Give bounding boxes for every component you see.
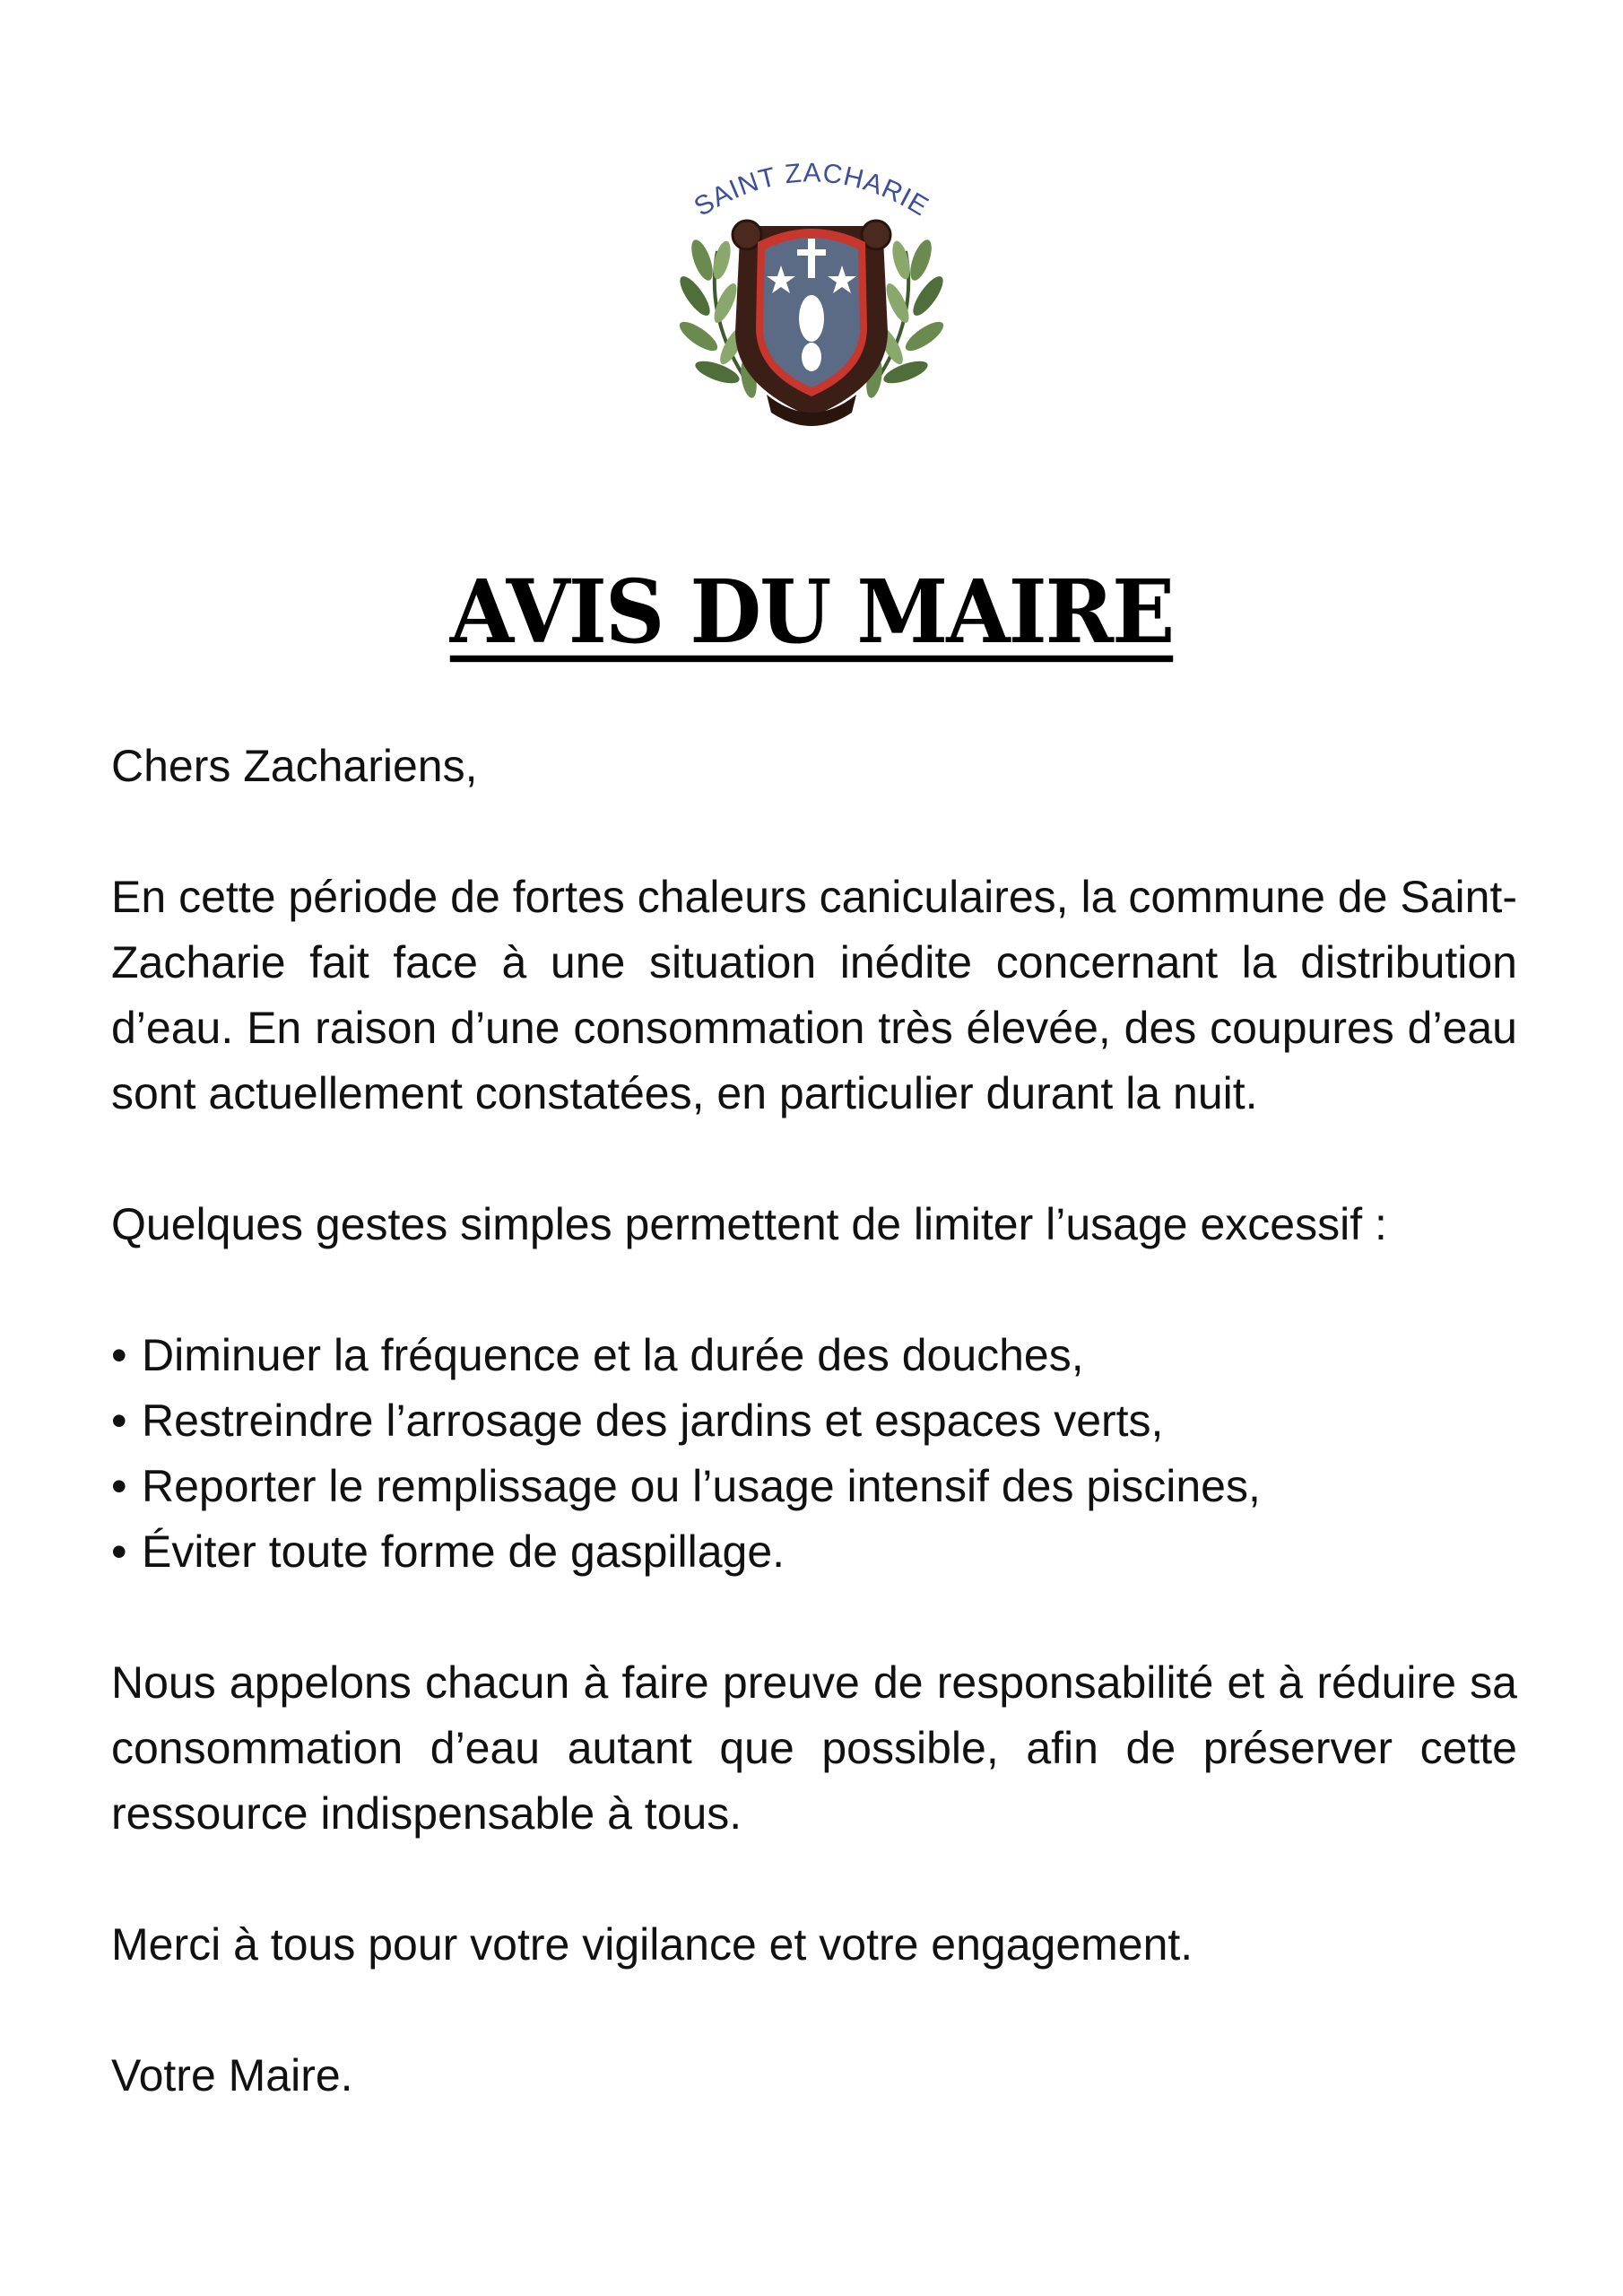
list-item-text: Éviter toute forme de gaspillage.: [142, 1526, 785, 1577]
thanks-line: Merci à tous pour votre vigilance et votre engagement.: [111, 1919, 1193, 1970]
greeting: Chers Zachariens,: [111, 741, 478, 791]
paragraph-situation: En cette période de fortes chaleurs caniculaires, la commune de Saint-Zacharie fait face à une situation inédite concernant la distribution d’eau. En raison d’une consommation très élevée, des coupures d’eau sont actuellement constatées, en particulier durant la nuit.: [111, 872, 1517, 1118]
list-item: [111, 1388, 1517, 1454]
list-item-text: Reporter le remplissage ou l’usage intensif des piscines,: [142, 1461, 1261, 1511]
bullet-icon: •: [111, 1330, 127, 1380]
list-item: [111, 1519, 1517, 1585]
bullet-icon: •: [111, 1526, 127, 1577]
bullet-icon: •: [111, 1461, 127, 1511]
signature: Votre Maire.: [111, 2050, 353, 2100]
paragraph-appeal: Nous appelons chacun à faire preuve de responsabilité et à réduire sa consommation d’eau autant que possible, afin de préserver cette ressource indispensable à tous.: [111, 1657, 1517, 1839]
letter-body: [111, 734, 1517, 2174]
logo-arc-text: SAINT ZACHARIE: [689, 158, 934, 222]
footprint-icon: [799, 295, 824, 371]
bullet-icon: •: [111, 1396, 127, 1446]
list-item: [111, 1454, 1517, 1519]
list-item-text: Restreindre l’arrosage des jardins et espaces verts,: [142, 1396, 1164, 1446]
saint-zacharie-coat-of-arms: [632, 152, 991, 439]
page-title: AVIS DU MAIRE: [449, 560, 1174, 663]
list-item: [111, 1323, 1517, 1388]
list-intro: Quelques gestes simples permettent de limiter l’usage excessif :: [111, 1199, 1387, 1249]
tips-list: [111, 1323, 1517, 1585]
list-item-text: Diminuer la fréquence et la durée des douches,: [142, 1330, 1084, 1380]
